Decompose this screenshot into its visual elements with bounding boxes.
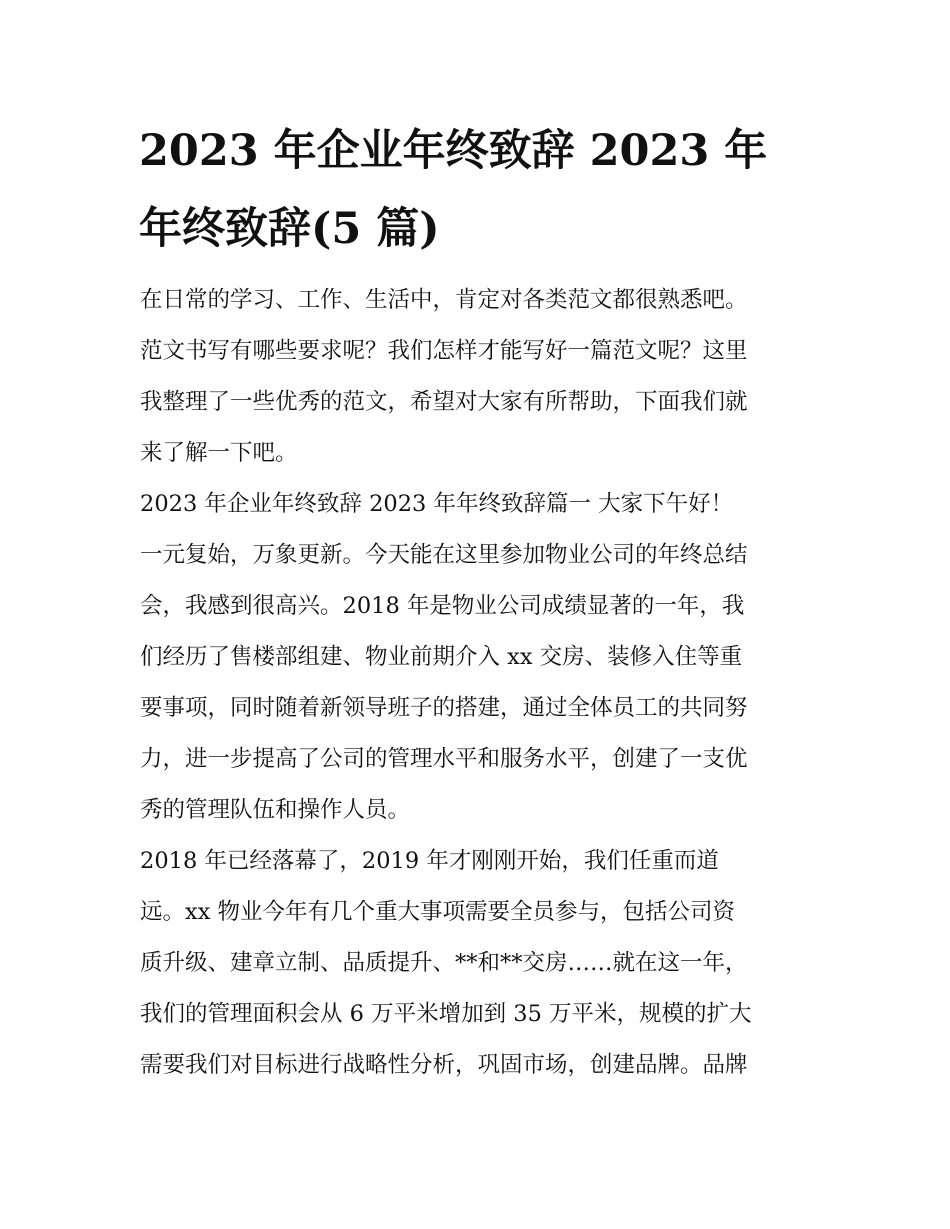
title-line: 2023 年企业年终致辞 2023 年	[139, 126, 768, 176]
section-heading-line: 2023 年企业年终致辞 2023 年年终致辞篇一 大家下午好！	[140, 491, 734, 517]
document-title	[139, 112, 839, 268]
body-line: 我们的管理面积会从 6 万平米增加到 35 万平米，规模的扩大	[140, 1001, 752, 1027]
body-line: 们经历了售楼部组建、物业前期介入 xx 交房、装修入住等重	[140, 644, 743, 670]
body-line: 范文书写有哪些要求呢？我们怎样才能写好一篇范文呢？这里	[140, 338, 748, 364]
body-line: 2018 年已经落幕了，2019 年才刚刚开始，我们任重而道	[140, 848, 719, 874]
title-line: 年终致辞(5 篇)	[139, 204, 440, 254]
body-line: 需要我们对目标进行战略性分析，巩固市场，创建品牌。品牌	[140, 1052, 748, 1078]
body-line: 来了解一下吧。	[140, 440, 298, 466]
body-line: 远。xx 物业今年有几个重大事项需要全员参与，包括公司资	[140, 899, 736, 925]
body-line: 一元复始，万象更新。今天能在这里参加物业公司的年终总结	[140, 542, 748, 568]
body-line: 质升级、建章立制、品质提升、**和**交房……就在这一年，	[140, 950, 748, 976]
body-line: 我整理了一些优秀的范文，希望对大家有所帮助，下面我们就	[140, 389, 748, 415]
body-line: 秀的管理队伍和操作人员。	[140, 797, 411, 823]
body-line: 在日常的学习、工作、生活中，肯定对各类范文都很熟悉吧。	[140, 287, 748, 313]
document-body	[140, 275, 830, 1091]
body-line: 力，进一步提高了公司的管理水平和服务水平，创建了一支优	[140, 746, 748, 772]
body-line: 要事项，同时随着新领导班子的搭建，通过全体员工的共同努	[140, 695, 748, 721]
body-line: 会，我感到很高兴。2018 年是物业公司成绩显著的一年，我	[140, 593, 745, 619]
